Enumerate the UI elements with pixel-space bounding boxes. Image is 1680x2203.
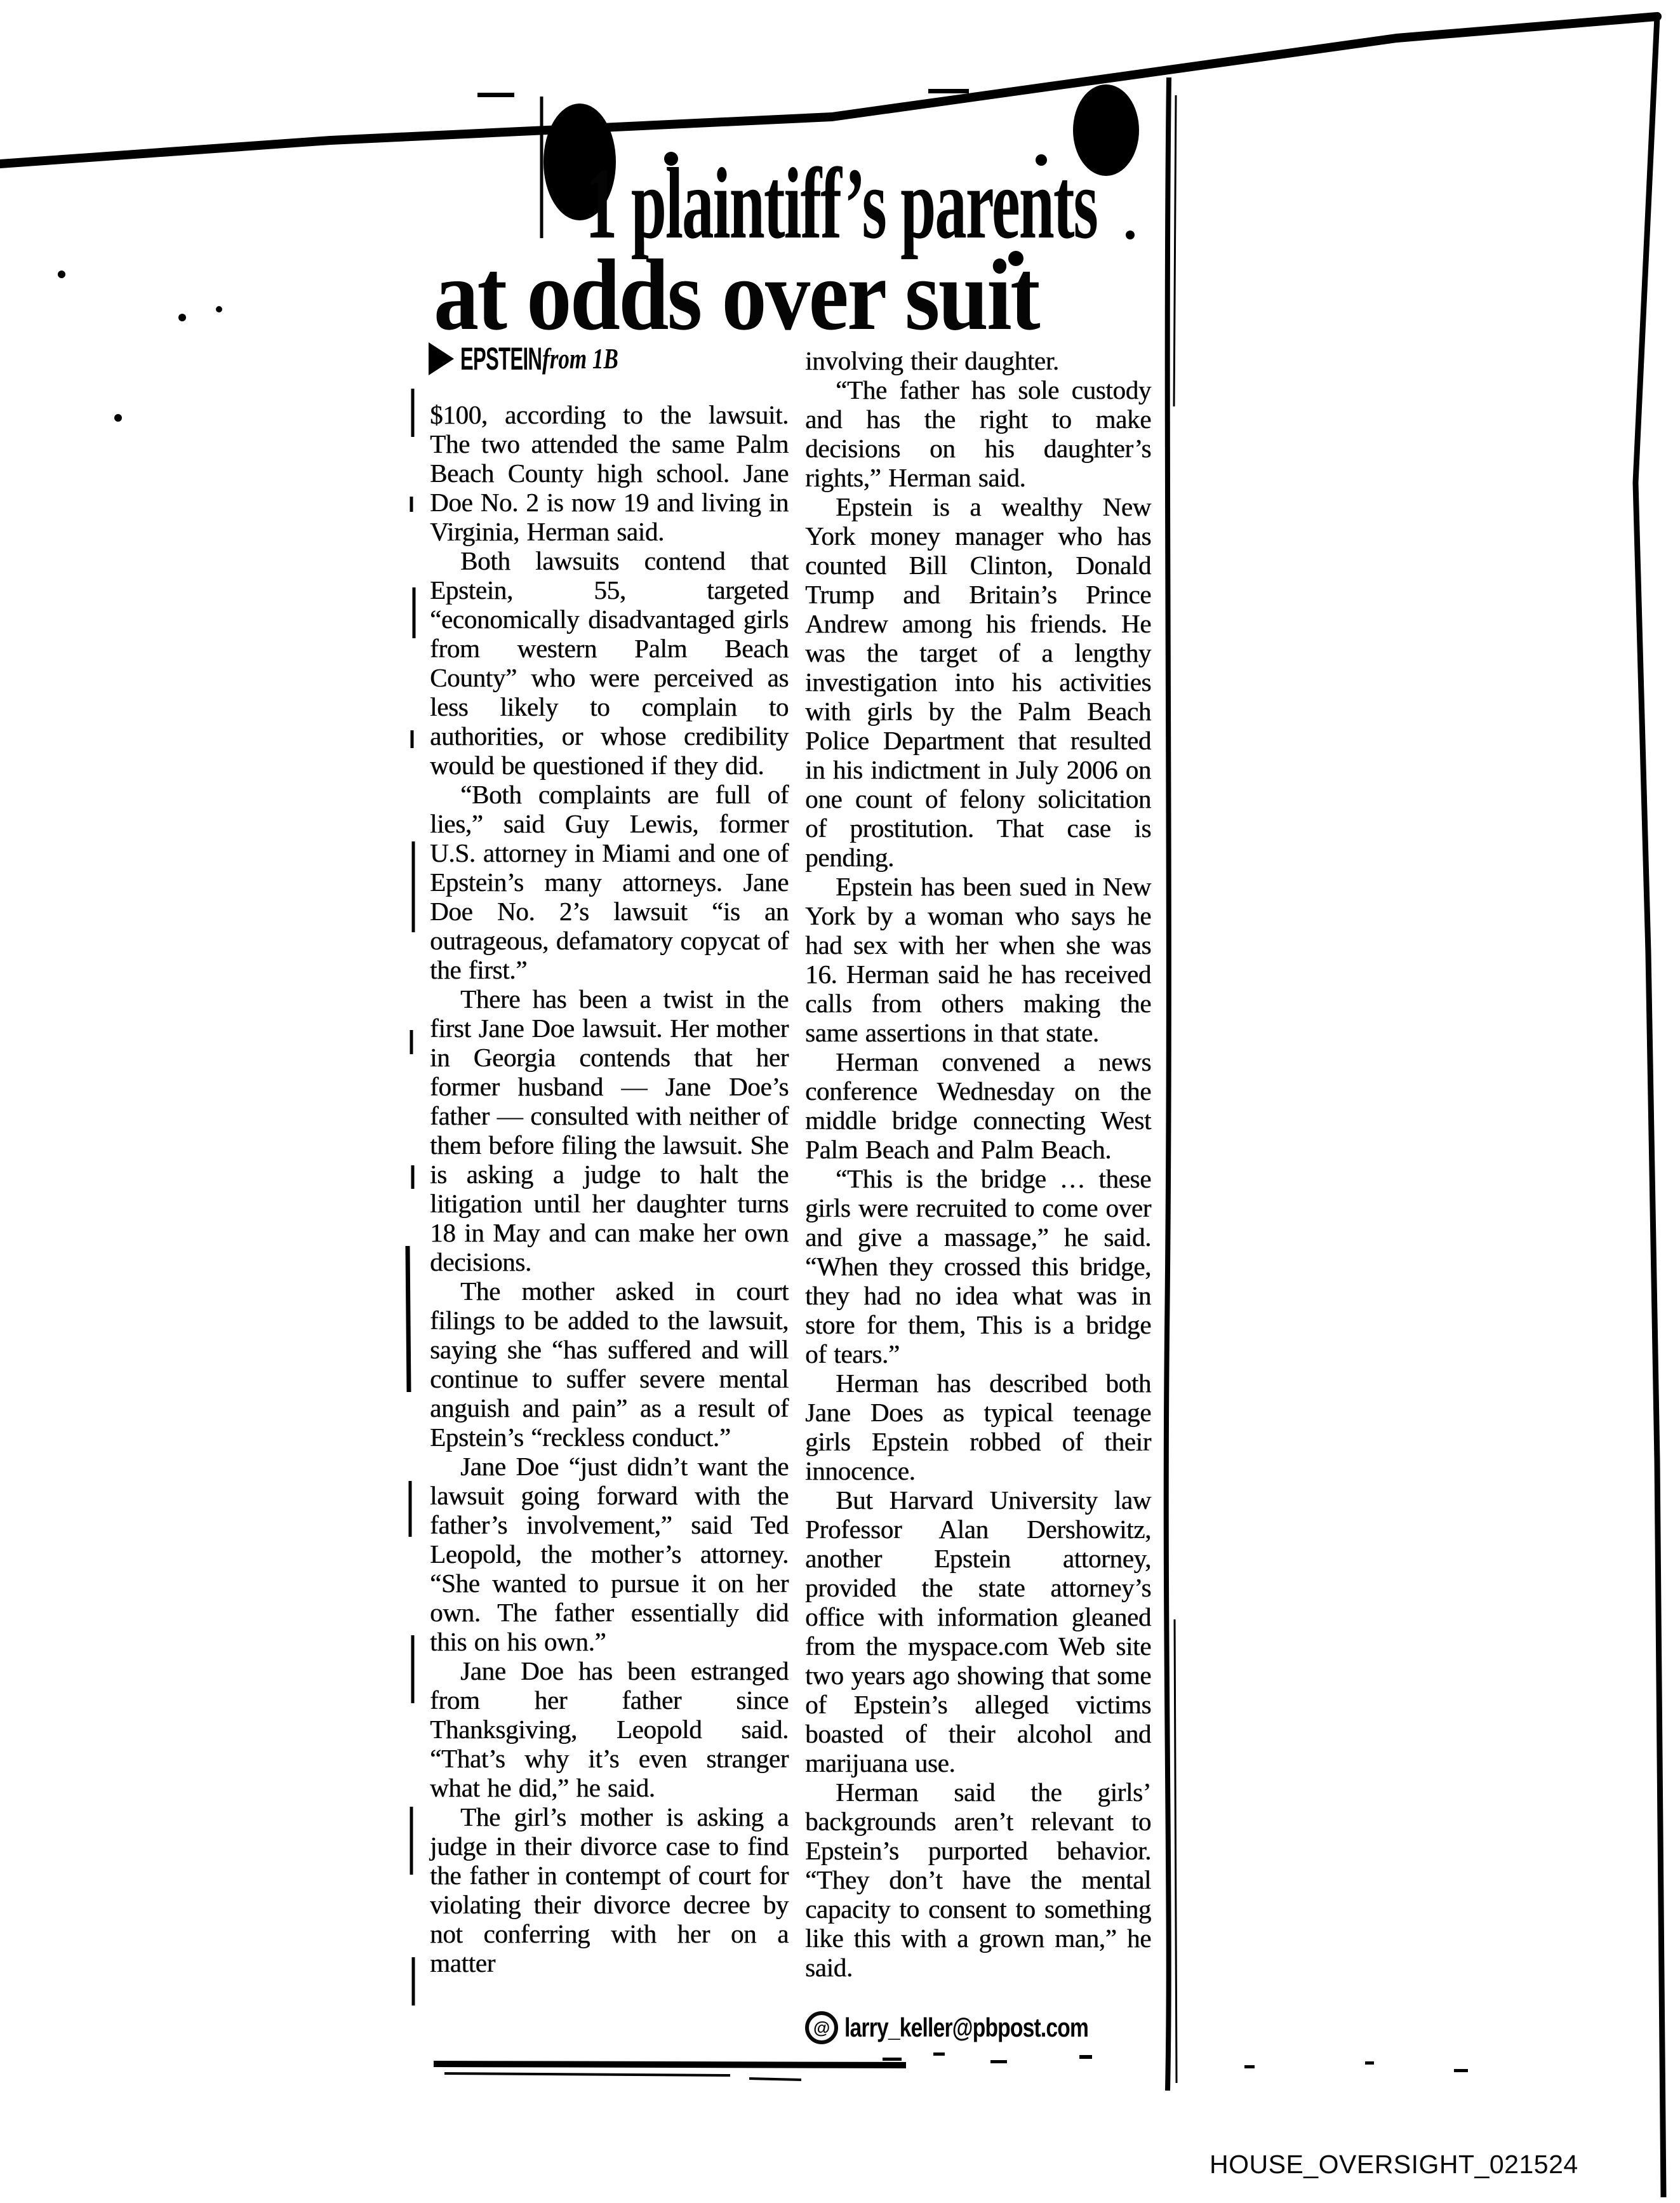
paragraph: “Both complaints are full of lies,” said Guy Lewis, former U.S. attorney in Miami and one of Epstein’s many attorneys. Jane Doe No. 2’s lawsuit “is an outrageous, defamatory copycat of the first.” [430, 780, 789, 984]
clipping-right-rule [1166, 77, 1177, 2091]
paragraph: The girl’s mother is asking a judge in their divorce case to find the father in contempt of court for violating their divorce decree by not conferring with her on a matter [430, 1802, 789, 1978]
kicker-source: from 1B [542, 343, 618, 375]
page-right-edge-line [1636, 17, 1663, 2197]
paragraph: The mother asked in court filings to be added to the lawsuit, saying she “has suffered and will continue to suffer severe mental anguish and pain” as a result of Epstein’s “reckless conduct.” [430, 1276, 789, 1452]
headline-line-1: 1 plaintiff’s parents [585, 147, 1097, 260]
paragraph: There has been a twist in the first Jane Doe lawsuit. Her mother in Georgia contends that her former husband — Jane Doe’s father — consulted with neither of them before filing the lawsuit. She is asking a judge to halt the litigation until her daughter turns 18 in May and can make her own decisions. [430, 984, 789, 1276]
paragraph: $100, according to the lawsuit. The two attended the same Palm Beach County high school. Jane Doe No. 2 is now 19 and living in Virginia, Herman said. [430, 400, 789, 546]
arrow-right-icon [429, 342, 454, 375]
page-top-edge-line [0, 17, 1657, 164]
kicker-label: EPSTEIN [460, 341, 542, 377]
clipping-bottom-rule [434, 2064, 906, 2080]
at-icon: @ [805, 2011, 838, 2044]
paragraph: Epstein is a wealthy New York money manager who has counted Bill Clinton, Donald Trump and Britain’s Prince Andrew among his friends. He was the target of a lengthy investigation into his activities with girls by the Palm Beach Police Department that resulted in his indictment in July 2006 on one count of felony solicitation of prostitution. That case is pending. [805, 492, 1151, 872]
paragraph: Herman convened a news conference Wednesday on the middle bridge connecting West Palm Beach and Palm Beach. [805, 1047, 1151, 1164]
bates-number: HOUSE_OVERSIGHT_021524 [1210, 2150, 1578, 2179]
author-email [805, 2011, 1151, 2044]
paragraph: Herman said the girls’ backgrounds aren’t relevant to Epstein’s purported behavior. “They don’t have the mental capacity to consent to something like this with a grown man,” he said. [805, 1778, 1151, 1982]
paragraph: “The father has sole custody and has the right to make decisions on his daughter’s rights,” Herman said. [805, 375, 1151, 492]
paragraph: Jane Doe has been estranged from her father since Thanksgiving, Leopold said. “That’s why it’s even stranger what he did,” he said. [430, 1656, 789, 1802]
paragraph: But Harvard University law Professor Alan Dershowitz, another Epstein attorney, provided the state attorney’s office with information gleaned from the myspace.com Web site two years ago showing that some of Epstein’s alleged victims boasted of their alcohol and marijuana use. [805, 1485, 1151, 1778]
headline-line-2: at odds over suit [434, 238, 1039, 351]
paragraph: Jane Doe “just didn’t want the lawsuit going forward with the father’s involvement,” said Ted Leopold, the mother’s attorney. “She wanted to pursue it on her own. The father essentially did this on his own.” [430, 1452, 789, 1656]
left-column [430, 400, 789, 1978]
paragraph: Both lawsuits contend that Epstein, 55, targeted “economically disadvantaged girls from western Palm Beach County” who were perceived as less likely to complain to authorities, or whose credibility would be questioned if they did. [430, 546, 789, 780]
paragraph: “This is the bridge … these girls were recruited to come over and give a massage,” he said. “When they crossed this bridge, they had no idea what was in store for them, This is a bridge of tears.” [805, 1164, 1151, 1369]
paragraph: involving their daughter. [805, 346, 1059, 375]
continuation-kicker [429, 340, 640, 377]
right-column [805, 346, 1151, 2044]
paragraph: Herman has described both Jane Does as typical teenage girls Epstein robbed of their innocence. [805, 1369, 1151, 1485]
paragraph: Epstein has been sued in New York by a woman who says he had sex with her when she was 16. Herman said he has received calls from others making the same assertions in that state. [805, 872, 1151, 1047]
email-text: larry_keller@pbpost.com [844, 2012, 1089, 2042]
